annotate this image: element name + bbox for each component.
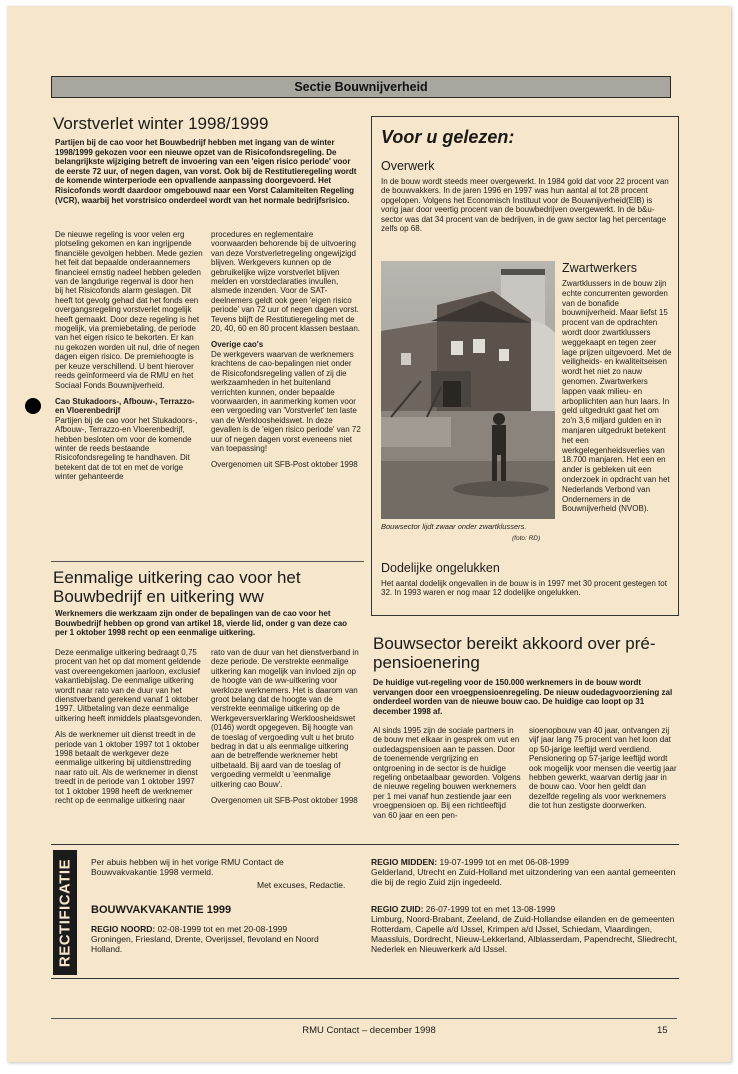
regio-zuid-label: REGIO ZUID: [371, 904, 424, 914]
photo-credit: (foto: RD) [512, 535, 541, 542]
rectificatie-tab [53, 850, 77, 975]
page-number: 15 [657, 1025, 668, 1036]
paragraph: De nieuwe regeling is voor velen erg plotseling gekomen en kan ingrijpende financiële gevolgen hebben. Mede gezien het feit dat bepaalde onderaannemers financieel ernstig nadeel hebben geleden van de langdurige regenval is door hen bij het Risicofonds alarm geslagen. Dit heeft tot gevolg gehad dat het fonds een overgangsregeling vorstverlet mogelijk heeft gemaakt. Door deze regeling is het mogelijk, via premiebetaling, de periode van het eigen risico te bekorten. Er kan nu gekozen worden uit nul, drie of negen dagen eigen risico. De premiehoogte is per keuze verschillend. U bent hierover reeds geïnformeerd via de RMU en het Sociaal Fonds Bouwnijverheid. [55, 230, 203, 390]
regio-noord-label: REGIO NOORD: [91, 924, 156, 934]
regio-midden [371, 857, 681, 887]
article-title-eenmalige-uitkering: Eenmalige uitkering cao voor het Bouwbedrijf en uitkering ww [53, 568, 301, 606]
regio-zuid [371, 904, 681, 954]
zwartwerkers-text: Zwartklussers in de bouw zijn echte concurrenten geworden van de bonafide bouwnijverheid. Maar liefst 15 procent van de opdrachten wordt door zwartklussers weggekaapt en tegen zeer lage prijzen uitgevoerd. Met de veiligheids- en kwaliteitseisen wordt het niet zo nauw genomen. Zwartwerkers lappen vaak milieu- en arbopliichten aan hun laars. In geld uitgedrukt gaat het om zo'n 3,6 miljard gulden en in manjaren uitgedrukt betekent het een werkgelegenheidsverlies van 18.700 manjaren. Het een en ander is gebleken uit een onderzoek in opdracht van het Nederlands Verbond van Ondernemers in de Bouwnijverheid (NVOB). [562, 279, 672, 514]
photo-caption: Bouwsector lijdt zwaar onder zwartklussers. [381, 522, 527, 531]
punch-hole [25, 398, 41, 414]
rectificatie-label: RECTIFICATIE [56, 858, 74, 967]
subheading: Overige cao's [211, 340, 264, 350]
regio-midden-label: REGIO MIDDEN: [371, 857, 438, 867]
source-note: Overgenomen uit SFB-Post oktober 1998 [211, 460, 358, 470]
article-column-1: Al sinds 1995 zijn de sociale partners in de bouw met elkaar in gesprek om vut en oudedagspensioen aan te passen. Door de toenemende vergrijzing en ontgroening in de sector is de huidige regeling onbetaalbaar geworden. Volgens de nieuwe regeling bouwen werknemers per 1 mei vanaf hun zestiende jaar een vroegpensioen op. Bij een richtleeftijd van 60 jaar en een pen- [373, 726, 521, 820]
article-column-2: sioenopbouw van 40 jaar, ontvangen zij vijf jaar lang 75 procent van het loon dat op 50-jarige leeftijd werd verdiend. Pensionering op 57-jarige leeftijd wordt ook mogelijk voor mensen die veertig jaar hebben gewerkt, waarvan dertig jaar in de bouw cao. Voor hen geldt dan dezelfde regeling als voor werknemers die tot hun zestigste doorwerken. [529, 726, 677, 811]
article-column-1 [55, 648, 203, 813]
dodelijk-text: Het aantal dodelijk ongevallen in de bouw is in 1997 met 30 procent gestegen tot 32. In 1993 waren er nog maar 12 dodelijke ongelukken. [381, 579, 667, 598]
article-column-1 [55, 230, 203, 489]
divider [51, 561, 364, 562]
article-lead-pensioenering: De huidige vut-regeling voor de 150.000 werknemers in de bouw wordt vervangen door een vroegpensioenregeling. De nieuw oudedagvoorziening zal onderdeel worden van de nieuwe bouw cao. De huidige cao loopt op 31 december 1998 af. [373, 678, 673, 716]
article-column-2 [211, 648, 361, 813]
divider [51, 978, 679, 979]
voor-u-gelezen-box [371, 116, 679, 616]
regio-noord-text: Groningen, Friesland, Drente, Overijssel, flevoland en Noord Holland. [91, 934, 319, 954]
rectificatie-intro: Per abuis hebben wij in het vorige RMU Contact de Bouwvakvakantie 1998 vermeld. [91, 857, 284, 877]
footer-rule [51, 1018, 677, 1019]
regio-zuid-dates: 26-07-1999 tot en met 13-08-1999 [425, 904, 556, 914]
article-column-2 [211, 230, 361, 477]
bouwvakvakantie-title: BOUWVAKVAKANTIE 1999 [91, 904, 232, 916]
paragraph: De werkgevers waarvan de werknemers krachtens de cao-bepalingen niet onder de Risicofondsregeling vallen of zij die werkzaamheden in het buitenland verrichten kunnen, onder bepaalde voorwaarden, in aanmerking komen voor een vergoeding van 'Vorstverlet' ten laste van de Werkloosheidswet. In deze gevallen is de 'eigen risico periode' van 72 uur of negen dagen vorst eveneens niet van toepassing! [211, 349, 361, 453]
regio-noord [91, 924, 351, 954]
overwerk-heading: Overwerk [381, 159, 435, 173]
regio-midden-text: Gelderland, Utrecht en Zuid-Holland met uitzondering van een aantal gemeenten die bij de regio Zuid zijn ingedeeld. [371, 867, 676, 887]
article-lead-eenmalige-uitkering: Werknemers die werkzaam zijn onder de bepalingen van de cao voor het Bouwbedrijf hebben op grond van artikel 18, vierde lid, onder g van deze cao per 1 oktober 1998 recht op een eenmalige uitkering. [55, 609, 348, 638]
construction-site-image [381, 261, 555, 519]
regio-noord-dates: 02-08-1999 tot en met 20-08-1999 [157, 924, 288, 934]
article-title-pensioenering: Bouwsector bereikt akkoord over pré-pensioenering [373, 634, 656, 672]
subheading: Cao Stukadoors-, Afbouw-, Terrazzo- en Vloerenbedrijf [55, 396, 195, 416]
paragraph: Deze eenmalige uitkering bedraagt 0,75 procent van het op dat moment geldende vast overeengekomen jaarloon, exclusief vakantiebijslag. De eenmalige uitkering wordt naar rato van de duur van het dienstverband gerekend vanaf 1 oktober 1997. Uitbetaling van deze eenmalige uitkering heeft inmiddels plaatsgevonden. [55, 648, 203, 723]
zwartwerkers-heading: Zwartwerkers [562, 261, 638, 275]
article-title-vorstverlet: Vorstverlet winter 1998/1999 [53, 114, 269, 133]
paragraph: Partijen bij de cao voor het Stukadoors-, Afbouw-, Terrazzo-en Vloerenbedrijf, hebben besloten om voor de komende winter de reeds bestaande Risicofondsregeling te handhaven. Dit betekent dat de tot en met de vorige winter gehanteerde [55, 415, 198, 482]
construction-photo [381, 261, 555, 519]
page [7, 6, 731, 1062]
footer-publication: RMU Contact – december 1998 [302, 1025, 436, 1036]
regio-midden-dates: 19-07-1999 tot en met 06-08-1999 [439, 857, 569, 867]
paragraph: rato van de duur van het dienstverband in deze periode. De verstrekte eenmalige uitkering kan mogelijk van invloed zijn op de hoogte van de ww-uitkering voor werkloze werknemers. Het is daarom van groot belang dat de hoogte van de verstrekte eenmalige uitkering op de Werkgeversverklaring Werkloosheidswet (0146) wordt opgegeven. Bij hoogte van de toeslag of vergoeding vult u het bruto bedrag in dat u als eenmalige uitkering aan de betreffende werknemer hebt uitbetaald. Bij aard van de toeslag of vergoeding vermeldt u 'eenmalige uitkering cao Bouw'. [211, 648, 359, 789]
source-note: Overgenomen uit SFB-Post oktober 1998 [211, 796, 358, 806]
rectificatie-excuses: Met excuses, Redactie. [257, 880, 346, 890]
paragraph: procedures en reglementaire voorwaarden behorende bij de uitvoering van deze Vorstverletregeling ongewijzigd blijven. Werkgevers kunnen op de gebruikelijke wijze vorstverlet blijven melden en vorstdeclaraties invullen, alsmede inzenden. Voor de SAT-deelnemers geldt ook geen 'eigen risico periode' van 72 uur of negen dagen vorst. Tevens blijft de Restitutieregeling met de 20, 40, 60 en 80 procent klassen bestaan. [211, 230, 360, 334]
article-lead-vorstverlet: Partijen bij de cao voor het Bouwbedrijf hebben met ingang van de winter 1998/1999 gekozen voor een nieuwe opzet van de Risicofondsregeling. De belangrijkste wijziging betreft de invoering van een 'eigen risico periode' voor de eerste 72 uur, of negen dagen, van vorst. Ook bij de Restitutieregeling wordt de komende winterperiode een opvallende aanpassing doorgevoerd. Het Risicofonds wordt daardoor omgebouwd naar een Vorst Calamiteiten Regeling (VCR), waarbij het vorstrisico onderdeel wordt van het normale bedrijfsrisico. [55, 138, 357, 205]
dodelijk-heading: Dodelijke ongelukken [381, 561, 500, 575]
divider [51, 844, 679, 845]
section-title-bar: Sectie Bouwnijverheid [51, 76, 671, 98]
regio-zuid-text: Limburg, Noord-Brabant, Zeeland, de Zuid-Hollandse eilanden en de gemeenten Rotterdam, Capelle a/d IJssel, Krimpen a/d IJssel, Schiedam, Vlaardingen, Maassluis, Dordrecht, Nieuw-Lekkerland, Alblasserdam, Papendrecht, Sliedrecht, Nederlek en Nieuwerkerk a/d IJssel. [371, 914, 678, 954]
paragraph: Als de werknemer uit dienst treedt in de periode van 1 oktober 1997 tot 1 oktober 1998 betaalt de werkgever deze eenmalige uitkering bij uitdiensttreding naar rato uit. Als de werknemer in dienst treedt in de periode van 1 oktober 1997 tot 1 oktober 1998 heeft de werknemer recht op de eenmalige uitkering naar [55, 730, 200, 806]
overwerk-text: In de bouw wordt steeds meer overgewerkt. In 1984 gold dat voor 22 procent van de bouwvakkers. In de jaren 1996 en 1997 was hun aantal al tot 28 procent opgelopen. Volgens het Economisch Instituut voor de Bouwnijverheid(EIB) is vorig jaar door veertig procent van de bouwbedrijven overgewerkt. In de b&u-sector was dat 34 procent van de bedrijven, in de gww sector lag het percentage zelfs op 68. [381, 177, 669, 234]
box-title: Voor u gelezen: [381, 127, 515, 147]
